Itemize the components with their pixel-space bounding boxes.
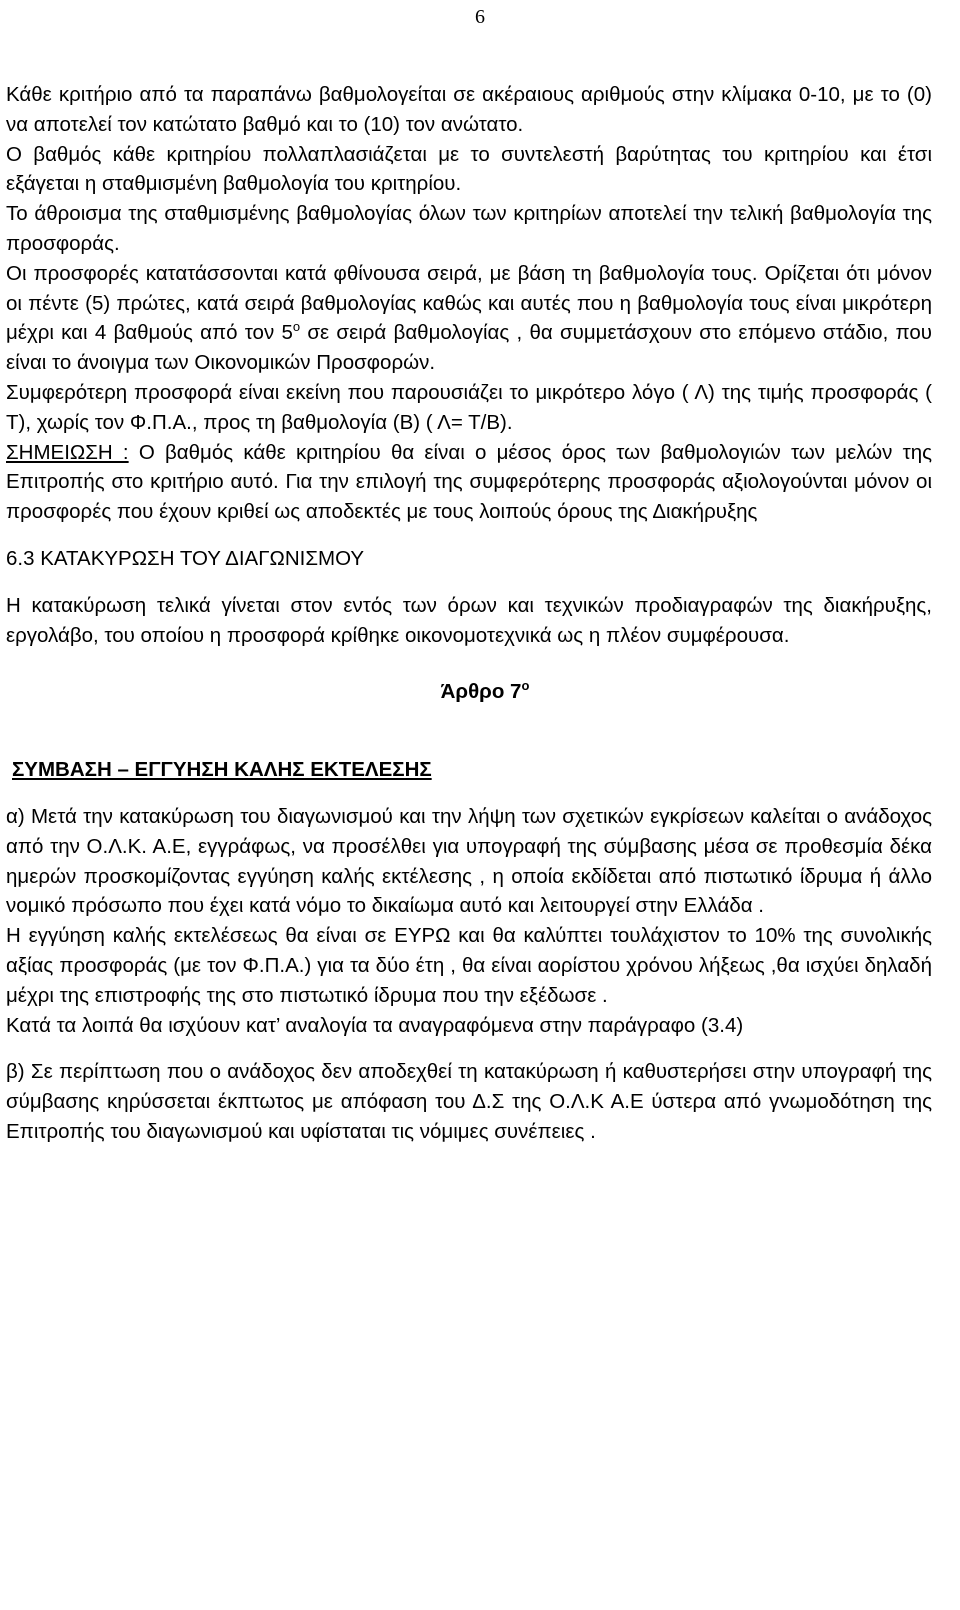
ranking-superscript: ο [292, 319, 301, 335]
paragraph-award: Η κατακύρωση τελικά γίνεται στον εντός των όρων και τεχνικών προδιαγραφών της διακήρυξης, εργολάβο, του οποίου η προσφορά κρίθηκε οικονομοτεχνικά ως η πλέον συμφέρουσα. [6, 593, 932, 647]
document-body [6, 80, 932, 1147]
ranking-text-a: Οι προσφορές κατατάσσονται κατά φθίνουσα σειρά, με βάση τη βαθμολογία τους. Ορίζεται ότι μόνον οι πέντε (5) πρώτες, κατά σειρά βαθμολογίας καθώς και αυτές που η βαθμολογία τους είναι μικρότερη μέχρι και 4 βαθμούς από τον 5 [6, 261, 932, 345]
article-title-text: Άρθρο 7 [440, 680, 522, 704]
section-title-contract: ΣΥΜΒΑΣΗ – ΕΓΓΥΗΣΗ ΚΑΛΗΣ ΕΚΤΕΛΕΣΗΣ [12, 758, 432, 782]
paragraph-other-terms: Κατά τα λοιπά θα ισχύουν κατ’ αναλογία τα αναγραφόμενα στην παράγραφο (3.4) [6, 1013, 744, 1037]
article-title-superscript: ο [521, 678, 530, 694]
note-text: Ο βαθμός κάθε κριτηρίου θα είναι ο μέσος όρος των βαθμολογιών των μελών της Επιτροπής στο κριτήριο αυτό. Για την επιλογή της συμφερότερης προσφοράς αξιολογούνται μόνον οι προσφορές που έχουν κριθεί ως αποδεκτές με τους λοιπούς όρους της Διακήρυξης [6, 440, 932, 524]
section-heading-6-3: 6.3 ΚΑΤΑΚΥΡΩΣΗ ΤΟΥ ΔΙΑΓΩΝΙΣΜΟΥ [6, 546, 365, 570]
paragraph-best-offer: Συμφερότερη προσφορά είναι εκείνη που παρουσιάζει το μικρότερο λόγο ( Λ) της τιμής προσφοράς ( Τ), χωρίς τον Φ.Π.Α., προς τη βαθμολογία (Β) ( Λ= Τ/Β). [6, 380, 932, 434]
ranking-text-b: σε σειρά βαθμολογίας , θα συμμετάσχουν στο επόμενο στάδιο, που είναι το άνοιγμα των Οικονομικών Προσφορών. [6, 321, 932, 375]
page-number: 6 [475, 6, 485, 28]
paragraph-scoring-scale: Κάθε κριτήριο από τα παραπάνω βαθμολογείται σε ακέραιους αριθμούς στην κλίμακα 0-10, με το (0) να αποτελεί τον κατώτατο βαθμό και το (10) τον ανώτατο. [6, 83, 932, 136]
paragraph-contract-signing: α) Μετά την κατακύρωση του διαγωνισμού και την λήψη των σχετικών εγκρίσεων καλείται ο ανάδοχος από την Ο.Λ.Κ. Α.Ε, εγγράφως, να προσέλθει για υπογραφή της σύμβασης μέσα σε προθεσμία δέκα ημερών προσκομίζοντας εγγύηση καλής εκτέλεσης , η οποία εκδίδεται από πιστωτικό ίδρυμα ή άλλο νομικό πρόσωπο που έχει κατά νόμο το δικαίωμα αυτό και λειτουργεί στην Ελλάδα . [6, 804, 932, 918]
article-title [6, 677, 932, 707]
paragraph-weighting: Ο βαθμός κάθε κριτηρίου πολλαπλασιάζεται με το συντελεστή βαρύτητας του κριτηρίου και έτσι εξάγεται η σταθμισμένη βαθμολογία του κριτηρίου. [6, 142, 932, 196]
paragraph-forfeit: β) Σε περίπτωση που ο ανάδοχος δεν αποδεχθεί τη κατακύρωση ή καθυστερήσει στην υπογραφή της σύμβασης κηρύσσεται έκπτωτος με απόφαση του Δ.Σ της Ο.Λ.Κ Α.Ε ύστερα από γνωμοδότηση της Επιτροπής του διαγωνισμού και υφίσταται τις νόμιμες συνέπειες . [6, 1060, 932, 1143]
note-label: ΣΗΜΕΙΩΣΗ : [6, 440, 129, 464]
paragraph-ranking [6, 259, 932, 378]
paragraph-note [6, 438, 932, 527]
paragraph-guarantee: Η εγγύηση καλής εκτελέσεως θα είναι σε ΕΥΡΩ και θα καλύπτει τουλάχιστον το 10% της συνολικής αξίας προσφοράς (με τον Φ.Π.Α.) για τα δύο έτη , θα είναι αορίστου χρόνου λήξεως ,θα ισχύει δηλαδή μέχρι της επιστροφής της στο πιστωτικό ίδρυμα που την εξέδωσε . [6, 924, 932, 1007]
paragraph-total-score: Το άθροισμα της σταθμισμένης βαθμολογίας όλων των κριτηρίων αποτελεί την τελική βαθμολογία της προσφοράς. [6, 202, 932, 255]
